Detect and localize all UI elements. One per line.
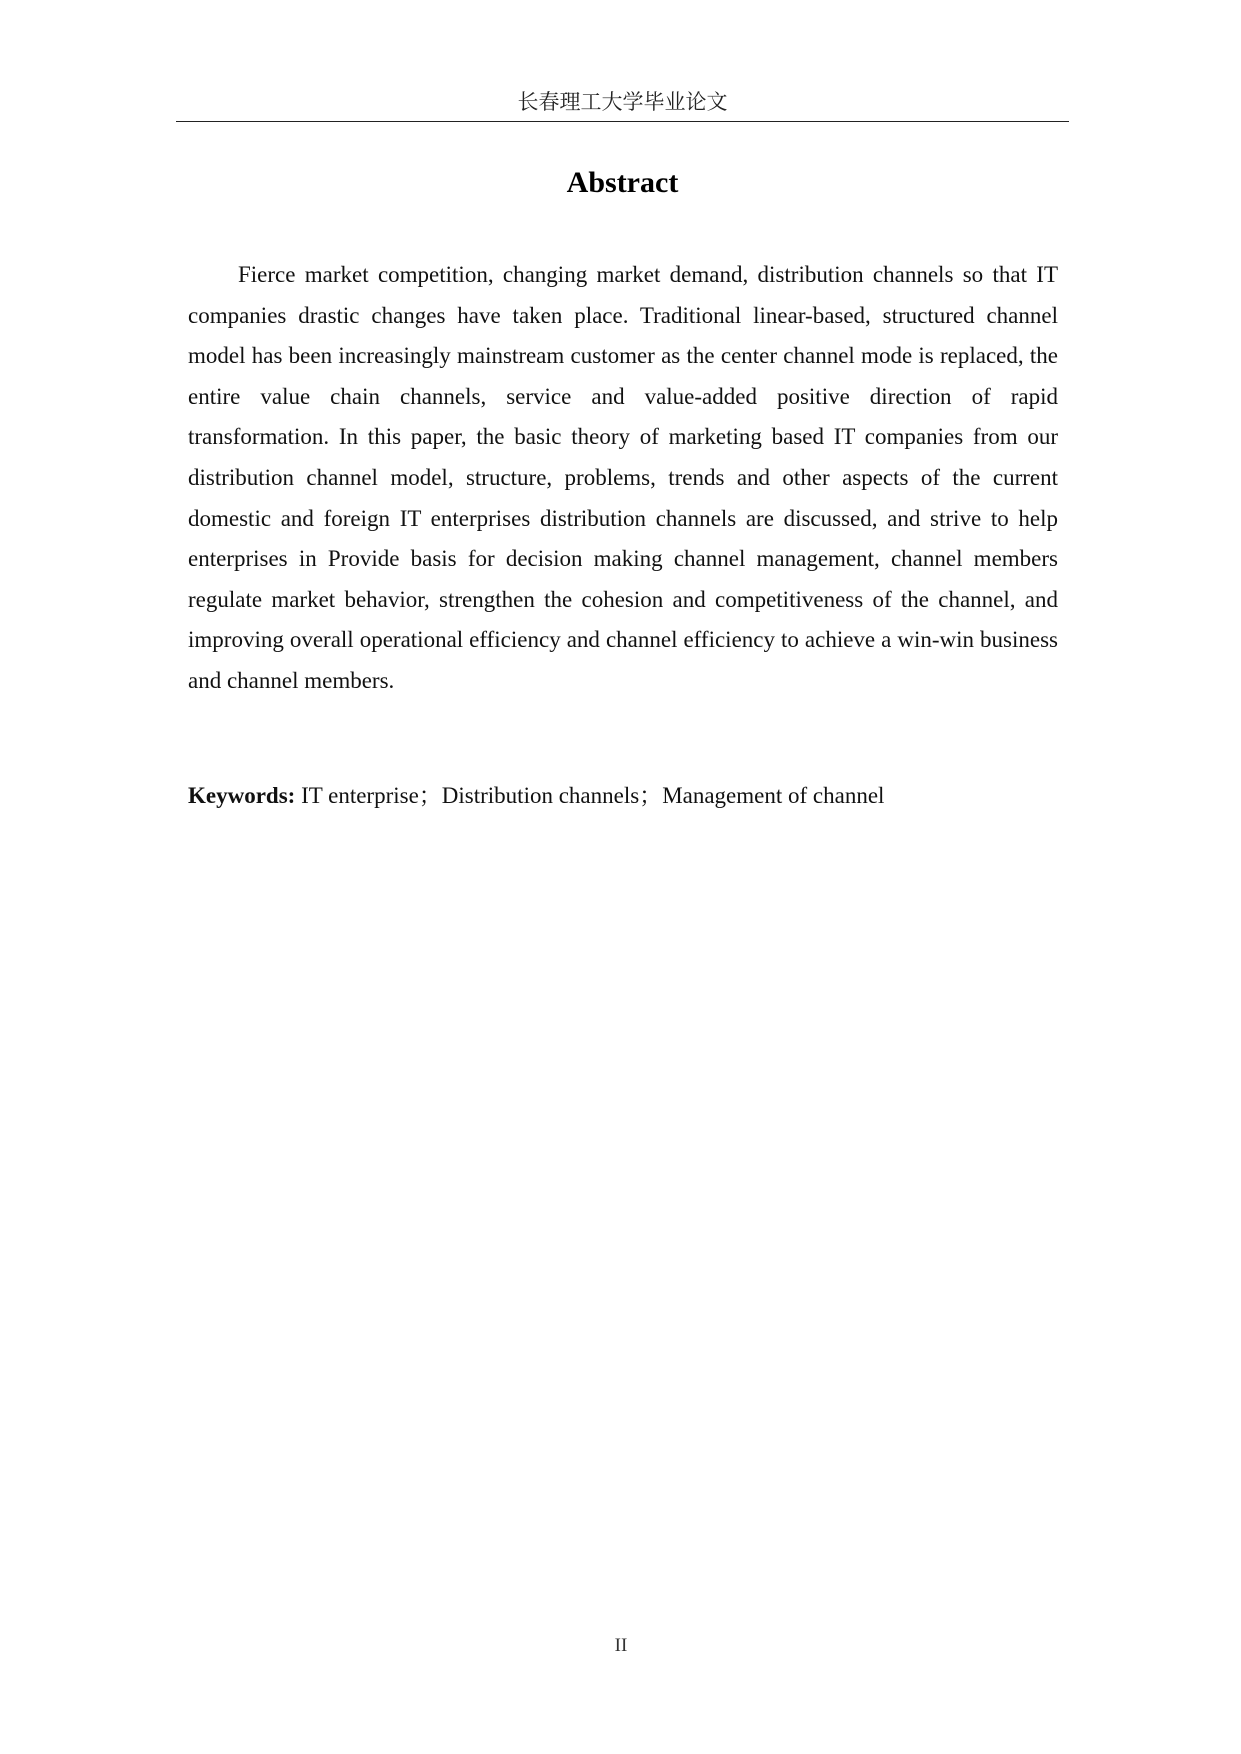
abstract-body: Fierce market competition, changing market demand, distribution channels so that IT companies drastic changes have taken place. Traditional linear-based, structured channel model has been increasingly mainstream customer as the center channel mode is replaced, the entire value chain channels, service and value-added positive direction of rapid transformation. In this paper, the basic theory of marketing based IT companies from our distribution channel model, structure, problems, trends and other aspects of the current domestic and foreign IT enterprises distribution channels are discussed, and strive to help enterprises in Provide basis for decision making channel management, channel members regulate market behavior, strengthen the cohesion and competitiveness of the channel, and improving overall operational efficiency and channel efficiency to achieve a win-win business and channel members. [188,262,1058,693]
header-divider [176,121,1069,122]
keywords-line [188,776,1058,816]
keywords-label: Keywords: [188,783,296,808]
running-header: 长春理工大学毕业论文 [517,90,728,114]
keyword-item: IT enterprise； [301,783,442,808]
abstract-title: Abstract [566,166,679,199]
keyword-item: Management of channel [662,783,885,808]
keyword-item: Distribution channels； [441,783,663,808]
page-number: II [614,1635,628,1656]
